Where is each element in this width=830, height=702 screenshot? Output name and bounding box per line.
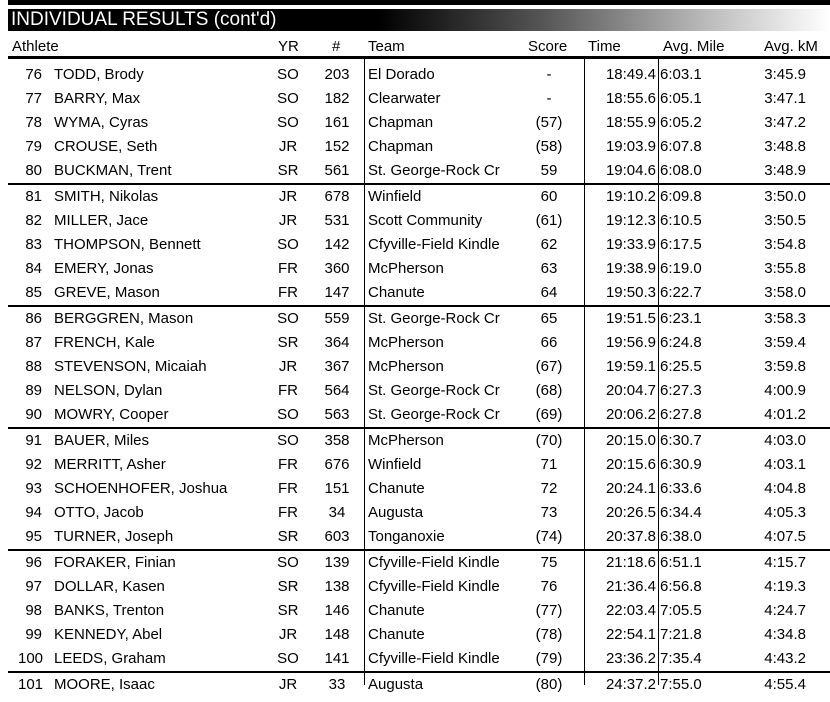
avg-km-cell: 4:01.2 <box>764 406 806 423</box>
table-row <box>0 429 830 453</box>
table-row <box>0 477 830 501</box>
header-avg-km: Avg. kM <box>764 38 818 55</box>
athlete-name-cell: OTTO, Jacob <box>54 504 144 521</box>
avg-km-cell: 4:43.2 <box>764 650 806 667</box>
avg-km-cell: 4:15.7 <box>764 554 806 571</box>
time-cell: 19:04.6 <box>605 162 656 179</box>
score-cell: (69) <box>535 406 563 423</box>
year-cell: SR <box>277 578 299 595</box>
avg-mile-cell: 7:21.8 <box>660 626 702 643</box>
time-cell: 20:26.5 <box>605 504 656 521</box>
score-cell: (57) <box>535 114 563 131</box>
place-cell: 90 <box>25 406 42 423</box>
place-cell: 98 <box>25 602 42 619</box>
team-cell: Tonganoxie <box>368 528 445 545</box>
table-header <box>0 37 830 56</box>
place-cell: 88 <box>25 358 42 375</box>
score-cell: (68) <box>535 382 563 399</box>
time-cell: 20:04.7 <box>605 382 656 399</box>
athlete-name-cell: SMITH, Nikolas <box>54 188 159 205</box>
athlete-name-cell: BAUER, Miles <box>54 432 150 449</box>
year-cell: JR <box>278 676 298 693</box>
team-cell: McPherson <box>368 432 444 449</box>
bib-number-cell: 142 <box>324 236 350 253</box>
bib-number-cell: 531 <box>324 212 350 229</box>
year-cell: SO <box>277 432 299 449</box>
score-cell: 64 <box>540 284 558 301</box>
bib-number-cell: 563 <box>324 406 350 423</box>
table-row <box>0 185 830 209</box>
time-cell: 19:50.3 <box>605 284 656 301</box>
avg-km-cell: 3:47.2 <box>764 114 806 131</box>
table-row <box>0 551 830 575</box>
athlete-name-cell: EMERY, Jonas <box>54 260 154 277</box>
year-cell: FR <box>278 284 298 301</box>
avg-mile-cell: 6:27.8 <box>660 406 702 423</box>
top-rule <box>8 0 830 5</box>
time-cell: 19:33.9 <box>605 236 656 253</box>
place-cell: 95 <box>25 528 42 545</box>
bib-number-cell: 151 <box>324 480 350 497</box>
team-cell: St. George-Rock Cr <box>368 310 500 327</box>
athlete-name-cell: FORAKER, Finian <box>54 554 176 571</box>
table-row <box>8 525 830 551</box>
team-cell: Scott Community <box>368 212 483 229</box>
avg-km-cell: 3:48.9 <box>764 162 806 179</box>
avg-mile-cell: 6:05.2 <box>660 114 702 131</box>
bib-number-cell: 182 <box>324 90 350 107</box>
table-row <box>8 403 830 429</box>
avg-km-cell: 3:59.8 <box>764 358 806 375</box>
place-cell: 86 <box>25 310 42 327</box>
score-cell: 72 <box>540 480 558 497</box>
team-cell: Chanute <box>368 284 425 301</box>
place-cell: 82 <box>25 212 42 229</box>
athlete-name-cell: BUCKMAN, Trent <box>54 162 172 179</box>
avg-mile-cell: 7:35.4 <box>660 650 702 667</box>
table-row <box>0 599 830 623</box>
avg-mile-cell: 6:07.8 <box>660 138 702 155</box>
team-cell: Cfyville-Field Kindle <box>368 554 500 571</box>
avg-km-cell: 3:58.0 <box>764 284 806 301</box>
table-row <box>0 63 830 87</box>
avg-km-cell: 3:54.8 <box>764 236 806 253</box>
avg-mile-cell: 6:56.8 <box>660 578 702 595</box>
section-title: INDIVIDUAL RESULTS (cont'd) <box>11 9 277 30</box>
place-cell: 78 <box>25 114 42 131</box>
athlete-name-cell: BERGGREN, Mason <box>54 310 194 327</box>
place-cell: 83 <box>25 236 42 253</box>
athlete-name-cell: STEVENSON, Micaiah <box>54 358 207 375</box>
team-cell: St. George-Rock Cr <box>368 382 500 399</box>
score-cell: (67) <box>535 358 563 375</box>
avg-km-cell: 3:48.8 <box>764 138 806 155</box>
score-cell: 76 <box>540 578 558 595</box>
avg-km-cell: 4:34.8 <box>764 626 806 643</box>
score-cell: (78) <box>535 626 563 643</box>
avg-mile-cell: 6:38.0 <box>660 528 702 545</box>
bib-number-cell: 141 <box>324 650 350 667</box>
bib-number-cell: 146 <box>324 602 350 619</box>
team-cell: Clearwater <box>368 90 441 107</box>
header-team: Team <box>368 38 405 55</box>
avg-mile-cell: 6:10.5 <box>660 212 702 229</box>
place-cell: 87 <box>25 334 42 351</box>
table-row <box>0 135 830 159</box>
place-cell: 81 <box>25 188 42 205</box>
time-cell: 18:55.9 <box>605 114 656 131</box>
table-row <box>0 355 830 379</box>
place-cell: 79 <box>25 138 42 155</box>
avg-mile-cell: 6:33.6 <box>660 480 702 497</box>
team-cell: Augusta <box>368 504 424 521</box>
year-cell: SO <box>277 114 299 131</box>
avg-km-cell: 3:50.0 <box>764 188 806 205</box>
team-cell: Chanute <box>368 626 425 643</box>
bib-number-cell: 147 <box>324 284 350 301</box>
team-cell: Cfyville-Field Kindle <box>368 236 500 253</box>
bib-number-cell: 358 <box>324 432 350 449</box>
results-table <box>0 63 830 697</box>
avg-mile-cell: 6:05.1 <box>660 90 702 107</box>
team-cell: Chapman <box>368 138 434 155</box>
athlete-name-cell: CROUSE, Seth <box>54 138 158 155</box>
score-cell: 75 <box>540 554 558 571</box>
team-cell: St. George-Rock Cr <box>368 162 500 179</box>
time-cell: 19:51.5 <box>605 310 656 327</box>
section-banner <box>8 9 830 31</box>
bib-number-cell: 161 <box>324 114 350 131</box>
year-cell: SO <box>277 310 299 327</box>
avg-km-cell: 3:47.1 <box>764 90 806 107</box>
bib-number-cell: 678 <box>324 188 350 205</box>
team-cell: McPherson <box>368 260 444 277</box>
table-row <box>0 379 830 403</box>
athlete-name-cell: NELSON, Dylan <box>54 382 163 399</box>
place-cell: 80 <box>25 162 42 179</box>
team-cell: Winfield <box>368 188 422 205</box>
score-cell: 66 <box>540 334 558 351</box>
athlete-name-cell: SCHOENHOFER, Joshua <box>54 480 228 497</box>
table-row <box>0 209 830 233</box>
bib-number-cell: 139 <box>324 554 350 571</box>
avg-km-cell: 4:19.3 <box>764 578 806 595</box>
year-cell: SR <box>277 162 299 179</box>
avg-mile-cell: 6:30.7 <box>660 432 702 449</box>
avg-km-cell: 4:04.8 <box>764 480 806 497</box>
table-row <box>8 281 830 307</box>
table-row <box>0 87 830 111</box>
athlete-name-cell: MERRITT, Asher <box>54 456 166 473</box>
team-cell: St. George-Rock Cr <box>368 406 500 423</box>
avg-mile-cell: 6:27.3 <box>660 382 702 399</box>
athlete-name-cell: GREVE, Mason <box>54 284 160 301</box>
bib-number-cell: 148 <box>324 626 350 643</box>
bib-number-cell: 564 <box>324 382 350 399</box>
year-cell: SO <box>277 554 299 571</box>
table-row <box>0 331 830 355</box>
time-cell: 19:10.2 <box>605 188 656 205</box>
avg-km-cell: 4:00.9 <box>764 382 806 399</box>
table-row <box>8 159 830 185</box>
team-cell: McPherson <box>368 358 444 375</box>
header-num: # <box>332 38 341 55</box>
bib-number-cell: 367 <box>324 358 350 375</box>
table-row <box>0 501 830 525</box>
athlete-name-cell: BARRY, Max <box>54 90 141 107</box>
avg-mile-cell: 6:51.1 <box>660 554 702 571</box>
year-cell: JR <box>278 138 298 155</box>
time-cell: 23:36.2 <box>605 650 656 667</box>
table-row <box>0 623 830 647</box>
avg-mile-cell: 6:08.0 <box>660 162 702 179</box>
score-cell: (80) <box>535 676 563 693</box>
place-cell: 76 <box>25 66 42 83</box>
score-cell: (74) <box>535 528 563 545</box>
time-cell: 21:36.4 <box>605 578 656 595</box>
bib-number-cell: 138 <box>324 578 350 595</box>
avg-mile-cell: 6:30.9 <box>660 456 702 473</box>
table-row <box>0 233 830 257</box>
team-cell: Chanute <box>368 480 425 497</box>
score-cell: 63 <box>540 260 558 277</box>
place-cell: 97 <box>25 578 42 595</box>
athlete-name-cell: THOMPSON, Bennett <box>54 236 201 253</box>
athlete-name-cell: TURNER, Joseph <box>54 528 174 545</box>
score-cell: 71 <box>540 456 558 473</box>
year-cell: JR <box>278 626 298 643</box>
avg-km-cell: 4:07.5 <box>764 528 806 545</box>
team-cell: El Dorado <box>368 66 435 83</box>
athlete-name-cell: MILLER, Jace <box>54 212 149 229</box>
avg-mile-cell: 6:23.1 <box>660 310 702 327</box>
year-cell: SO <box>277 406 299 423</box>
team-cell: McPherson <box>368 334 444 351</box>
year-cell: FR <box>278 260 298 277</box>
avg-km-cell: 3:50.5 <box>764 212 806 229</box>
avg-mile-cell: 6:25.5 <box>660 358 702 375</box>
time-cell: 22:54.1 <box>605 626 656 643</box>
year-cell: FR <box>278 504 298 521</box>
bib-number-cell: 676 <box>324 456 350 473</box>
avg-mile-cell: 6:19.0 <box>660 260 702 277</box>
avg-mile-cell: 6:34.4 <box>660 504 702 521</box>
table-row <box>0 257 830 281</box>
avg-mile-cell: 6:17.5 <box>660 236 702 253</box>
athlete-name-cell: LEEDS, Graham <box>54 650 166 667</box>
table-row <box>0 575 830 599</box>
team-cell: Cfyville-Field Kindle <box>368 650 500 667</box>
table-row <box>0 307 830 331</box>
header-yr: YR <box>278 38 299 55</box>
score-cell: (77) <box>535 602 563 619</box>
time-cell: 20:15.6 <box>605 456 656 473</box>
time-cell: 18:55.6 <box>605 90 656 107</box>
place-cell: 93 <box>25 480 42 497</box>
time-cell: 24:37.2 <box>605 676 656 693</box>
score-cell: - <box>546 90 552 107</box>
avg-km-cell: 4:24.7 <box>764 602 806 619</box>
avg-km-cell: 4:03.0 <box>764 432 806 449</box>
time-cell: 20:15.0 <box>605 432 656 449</box>
year-cell: SO <box>277 650 299 667</box>
avg-mile-cell: 6:22.7 <box>660 284 702 301</box>
time-cell: 20:24.1 <box>605 480 656 497</box>
header-avg-mile: Avg. Mile <box>663 38 725 55</box>
team-cell: Chapman <box>368 114 434 131</box>
place-cell: 77 <box>25 90 42 107</box>
bib-number-cell: 603 <box>324 528 350 545</box>
place-cell: 100 <box>18 650 44 667</box>
avg-mile-cell: 7:55.0 <box>660 676 702 693</box>
athlete-name-cell: MOORE, Isaac <box>54 676 155 693</box>
bib-number-cell: 203 <box>324 66 350 83</box>
place-cell: 101 <box>18 676 44 693</box>
year-cell: JR <box>278 188 298 205</box>
athlete-name-cell: TODD, Brody <box>54 66 144 83</box>
year-cell: FR <box>278 456 298 473</box>
place-cell: 94 <box>25 504 42 521</box>
table-row <box>0 453 830 477</box>
avg-km-cell: 3:58.3 <box>764 310 806 327</box>
time-cell: 20:37.8 <box>605 528 656 545</box>
year-cell: FR <box>278 480 298 497</box>
place-cell: 89 <box>25 382 42 399</box>
table-row <box>0 111 830 135</box>
time-cell: 19:03.9 <box>605 138 656 155</box>
score-cell: (79) <box>535 650 563 667</box>
score-cell: 65 <box>540 310 558 327</box>
header-rule <box>8 56 830 59</box>
year-cell: FR <box>278 382 298 399</box>
score-cell: (70) <box>535 432 563 449</box>
bib-number-cell: 559 <box>324 310 350 327</box>
year-cell: SO <box>277 90 299 107</box>
team-cell: Chanute <box>368 602 425 619</box>
place-cell: 99 <box>25 626 42 643</box>
avg-mile-cell: 6:03.1 <box>660 66 702 83</box>
header-score: Score <box>528 38 568 55</box>
year-cell: SO <box>277 236 299 253</box>
athlete-name-cell: MOWRY, Cooper <box>54 406 169 423</box>
team-cell: Augusta <box>368 676 424 693</box>
place-cell: 96 <box>25 554 42 571</box>
score-cell: 62 <box>540 236 558 253</box>
score-cell: 60 <box>540 188 558 205</box>
avg-km-cell: 3:45.9 <box>764 66 806 83</box>
avg-km-cell: 3:59.4 <box>764 334 806 351</box>
bib-number-cell: 360 <box>324 260 350 277</box>
year-cell: SR <box>277 334 299 351</box>
time-cell: 21:18.6 <box>605 554 656 571</box>
table-row <box>8 647 830 673</box>
year-cell: JR <box>278 212 298 229</box>
score-cell: (61) <box>535 212 563 229</box>
year-cell: SR <box>277 528 299 545</box>
athlete-name-cell: FRENCH, Kale <box>54 334 155 351</box>
time-cell: 19:12.3 <box>605 212 656 229</box>
time-cell: 19:56.9 <box>605 334 656 351</box>
year-cell: SO <box>277 66 299 83</box>
time-cell: 18:49.4 <box>605 66 656 83</box>
time-cell: 20:06.2 <box>605 406 656 423</box>
team-cell: Cfyville-Field Kindle <box>368 578 500 595</box>
score-cell: 59 <box>540 162 558 179</box>
header-athlete: Athlete <box>12 38 59 55</box>
avg-km-cell: 4:05.3 <box>764 504 806 521</box>
athlete-name-cell: BANKS, Trenton <box>54 602 165 619</box>
athlete-name-cell: WYMA, Cyras <box>54 114 149 131</box>
team-cell: Winfield <box>368 456 422 473</box>
year-cell: JR <box>278 358 298 375</box>
time-cell: 19:38.9 <box>605 260 656 277</box>
place-cell: 84 <box>25 260 42 277</box>
header-time: Time <box>588 38 621 55</box>
score-cell: (58) <box>535 138 563 155</box>
athlete-name-cell: DOLLAR, Kasen <box>54 578 165 595</box>
place-cell: 92 <box>25 456 42 473</box>
score-cell: 73 <box>540 504 558 521</box>
avg-mile-cell: 6:09.8 <box>660 188 702 205</box>
avg-km-cell: 4:55.4 <box>764 676 806 693</box>
avg-mile-cell: 7:05.5 <box>660 602 702 619</box>
place-cell: 85 <box>25 284 42 301</box>
avg-km-cell: 3:55.8 <box>764 260 806 277</box>
athlete-name-cell: KENNEDY, Abel <box>54 626 163 643</box>
bib-number-cell: 364 <box>324 334 350 351</box>
score-cell: - <box>546 66 552 83</box>
time-cell: 22:03.4 <box>605 602 656 619</box>
place-cell: 91 <box>25 432 42 449</box>
bib-number-cell: 561 <box>324 162 350 179</box>
bib-number-cell: 33 <box>328 676 346 693</box>
avg-mile-cell: 6:24.8 <box>660 334 702 351</box>
time-cell: 19:59.1 <box>605 358 656 375</box>
bib-number-cell: 34 <box>328 504 346 521</box>
bib-number-cell: 152 <box>324 138 350 155</box>
table-row <box>0 673 830 697</box>
year-cell: SR <box>277 602 299 619</box>
avg-km-cell: 4:03.1 <box>764 456 806 473</box>
